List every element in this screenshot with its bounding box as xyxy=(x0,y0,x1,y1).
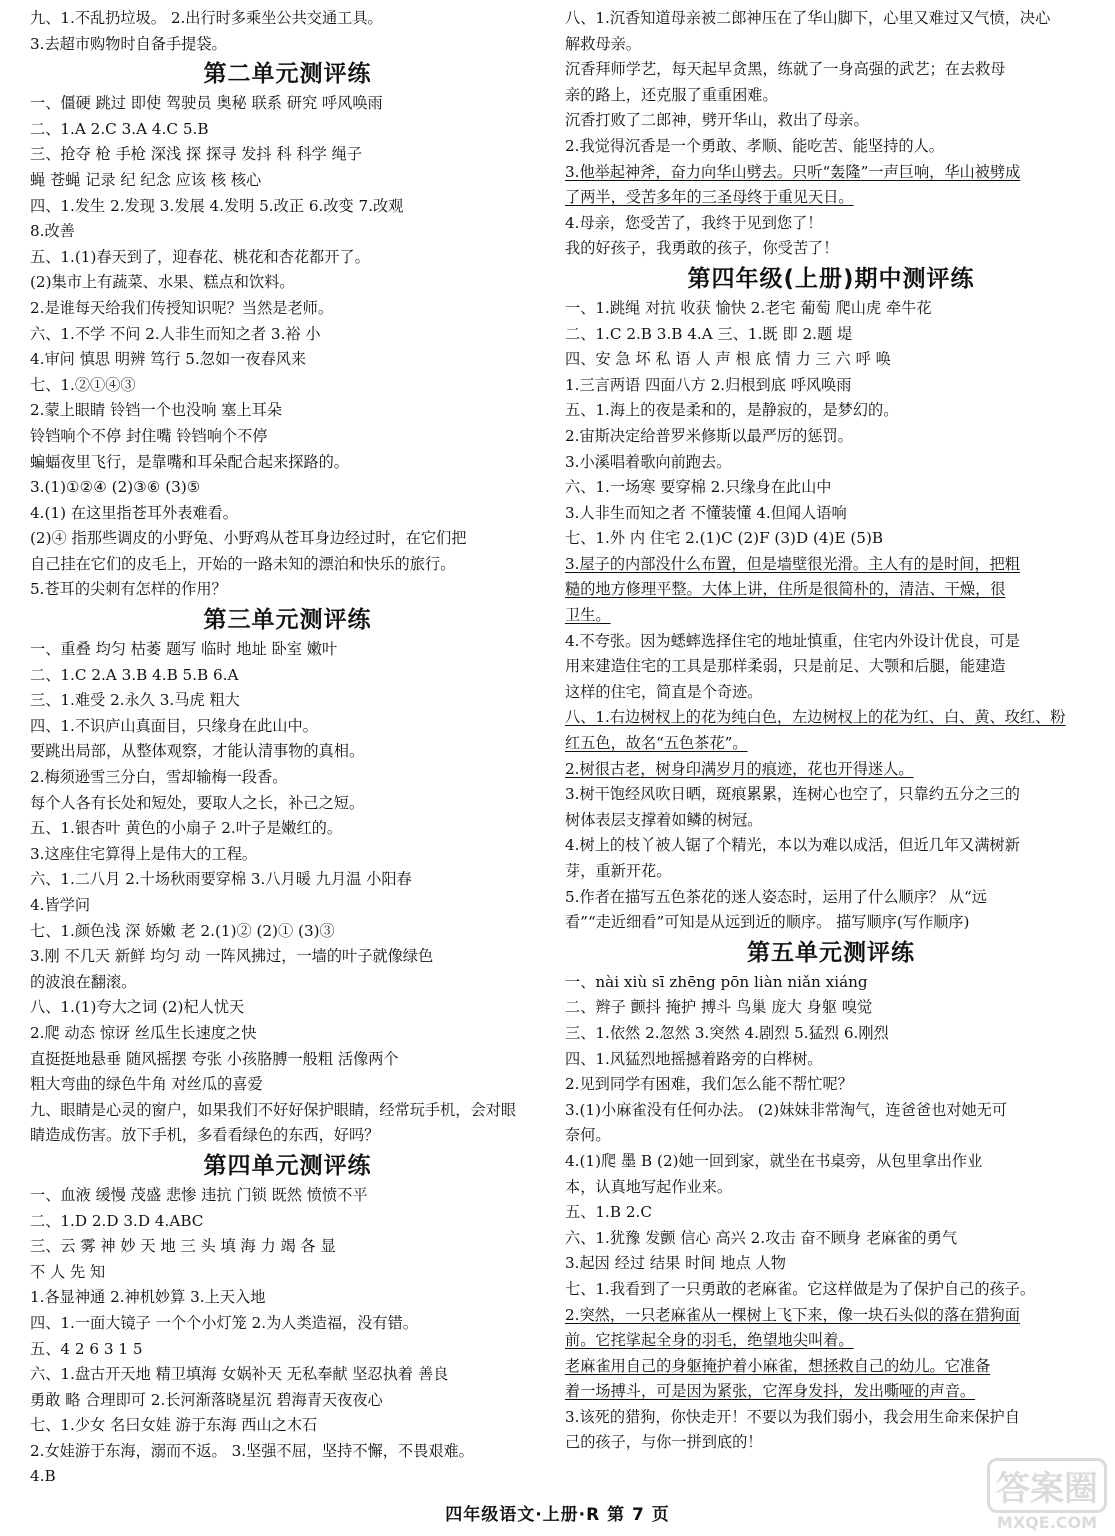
watermark-logo-text: 答案圈 xyxy=(987,1458,1107,1513)
answer-line: 二、1.A 2.C 3.A 4.C 5.B xyxy=(30,119,209,138)
answer-line: 3.他举起神斧，奋力向华山劈去。只听“轰隆”一声巨响，华山被劈成 xyxy=(565,162,1021,181)
answer-line: 一、重叠 均匀 枯萎 题写 临时 地址 卧室 嫩叶 xyxy=(30,640,338,659)
watermark-site-text: MXQE.COM xyxy=(996,1513,1098,1532)
answer-line: 3.(1)小麻雀没有任何办法。 (2)妹妹非常淘气，连爸爸也对她无可 xyxy=(565,1100,1008,1119)
answer-line: 3.小溪唱着歌向前跑去。 xyxy=(565,452,732,471)
answer-line: 3.刚 不几天 新鲜 均匀 动 一阵风拂过，一墙的叶子就像绿色 xyxy=(30,947,434,966)
answer-line: 这样的住宅，简直是个奇迹。 xyxy=(565,682,763,701)
answer-line: 七、1.颜色浅 深 娇嫩 老 2.(1)② (2)① (3)③ xyxy=(30,921,335,940)
section-heading: 第三单元测评练 xyxy=(203,607,372,634)
answer-line: 5.作者在描写五色茶花的迷人姿态时，运用了什么顺序？ 从“远 xyxy=(565,887,987,906)
page-footer: 四年级语文·上册·R 第 7 页 xyxy=(445,1505,670,1525)
answer-line: 自己挂在它们的皮毛上，开始的一路未知的漂泊和快乐的旅行。 xyxy=(30,554,456,573)
answer-line: 沉香打败了二郎神，劈开华山，救出了母亲。 xyxy=(565,111,869,130)
answer-line: 芽，重新开花。 xyxy=(565,862,672,880)
answer-line: 3.树干饱经风吹日晒，斑痕累累，连树心也空了，只靠约五分之三的 xyxy=(565,785,1020,804)
answer-line: 用来建造住宅的工具是那样柔弱，只是前足、大颚和后腿，能建造 xyxy=(565,657,1006,676)
answer-line: 每个人各有长处和短处，要取人之长，补己之短。 xyxy=(30,793,365,812)
answer-line: 1.各显神通 2.神机妙算 3.上天入地 xyxy=(30,1288,266,1307)
answer-line: 四、安 急 坏 私 语 人 声 根 底 情 力 三 六 呼 唤 xyxy=(565,350,891,369)
answer-line: 六、1.盘古开天地 精卫填海 女娲补天 无私奉献 坚忍执着 善良 xyxy=(30,1365,449,1384)
answer-line: 4.树上的枝丫被人锯了个精光，本以为难以成活，但近几年又满树新 xyxy=(565,836,1020,855)
answer-line: 三、云 雾 神 妙 天 地 三 头 填 海 力 竭 各 显 xyxy=(30,1237,336,1256)
answer-line: 我的好孩子，我勇敢的孩子，你受苦了！ xyxy=(565,239,839,258)
answer-line: 3.屋子的内部没什么布置，但是墙壁很光滑。主人有的是时间，把粗 xyxy=(565,554,1020,573)
section-heading: 第四单元测评练 xyxy=(203,1152,372,1179)
answer-line: 4.(1)爬 墨 B (2)她一回到家，就坐在书桌旁，从包里拿出作业 xyxy=(565,1151,983,1170)
answer-line: 三、1.难受 2.永久 3.马虎 粗大 xyxy=(30,691,240,710)
answer-line: 蝙蝠夜里飞行，是靠嘴和耳朵配合起来探路的。 xyxy=(30,452,349,471)
section-heading: 第二单元测评练 xyxy=(203,61,372,88)
answer-line: 七、1.我看到了一只勇敢的老麻雀。它这样做是为了保护自己的孩子。 xyxy=(565,1279,1036,1298)
answer-line: 一、僵硬 跳过 即使 驾驶员 奥秘 联系 研究 呼风唤雨 xyxy=(30,94,383,113)
answer-line: 前。它挓挲起全身的羽毛，绝望地尖叫着。 xyxy=(565,1331,854,1350)
answer-line: 8.改善 xyxy=(30,222,75,241)
answer-line: 奈何。 xyxy=(565,1126,611,1145)
answer-line: 五、1.海上的夜是柔和的，是静寂的，是梦幻的。 xyxy=(565,401,899,420)
answer-line: 着一场搏斗，可是因为紧张，它浑身发抖，发出嘶哑的声音。 xyxy=(565,1382,976,1401)
answer-line: 亲的路上，还克服了重重困难。 xyxy=(565,85,778,104)
answer-line: 七、1.②①④③ xyxy=(30,375,136,394)
watermark-logo xyxy=(987,1458,1107,1532)
answer-line: 六、1.一场寒 要穿棉 2.只缘身在此山中 xyxy=(565,478,832,497)
section-heading: 第五单元测评练 xyxy=(747,939,915,966)
answer-line: 1.三言两语 四面八方 2.归根到底 呼风唤雨 xyxy=(565,375,852,394)
answer-line: 3.(1)①②④ (2)③⑥ (3)⑤ xyxy=(30,478,201,497)
answer-line: 了两半，受苦多年的三圣母终于重见天日。 xyxy=(565,188,854,207)
answer-line: 4.审问 慎思 明辨 笃行 5.忽如一夜春风来 xyxy=(30,350,307,369)
answer-line: 4.皆学问 xyxy=(30,896,91,914)
answer-line: 二、1.C 2.A 3.B 4.B 5.B 6.A xyxy=(30,665,239,684)
answer-line: 2.爬 动态 惊讶 丝瓜生长速度之快 xyxy=(30,1023,257,1042)
right-column xyxy=(565,6,1097,1456)
answer-line: 2.梅须逊雪三分白，雪却输梅一段香。 xyxy=(30,768,288,787)
answer-line: 卫生。 xyxy=(565,606,611,625)
answer-line: 二、1.D 2.D 3.D 4.ABC xyxy=(30,1211,204,1230)
answer-line: 4.母亲，您受苦了，我终于见到您了！ xyxy=(565,213,823,232)
answer-line: 二、辫子 颤抖 掩护 搏斗 鸟巢 庞大 身躯 嗅觉 xyxy=(565,998,873,1017)
answer-line: 七、1.少女 名曰女娃 游于东海 西山之木石 xyxy=(30,1416,318,1435)
answer-line: 4.不夸张。因为蟋蟀选择住宅的地址慎重，住宅内外设计优良，可是 xyxy=(565,631,1020,650)
answer-line: 本，认真地写起作业来。 xyxy=(565,1177,733,1196)
answer-line: 要跳出局部，从整体观察，才能认清事物的真相。 xyxy=(30,742,365,761)
answer-line: 3.起因 经过 结果 时间 地点 人物 xyxy=(565,1254,786,1273)
left-column xyxy=(30,6,545,1490)
answer-line: 睛造成伤害。放下手机，多看看绿色的东西，好吗？ xyxy=(30,1126,380,1145)
answer-line: (2)④ 指那些调皮的小野兔、小野鸡从苍耳身边经过时，在它们把 xyxy=(30,529,467,548)
answer-line: 一、nài xiù sī zhēng pōn liàn niǎn xiáng xyxy=(565,972,868,991)
answer-line: 3.这座住宅算得上是伟大的工程。 xyxy=(30,844,258,863)
answer-line: 六、1.犹豫 发颤 信心 高兴 2.攻击 奋不顾身 老麻雀的勇气 xyxy=(565,1228,958,1247)
answer-line: 的波浪在翻滚。 xyxy=(30,972,137,991)
answer-line: 2.树很古老，树身印满岁月的痕迹，花也开得迷人。 xyxy=(565,759,914,778)
answer-line: 四、1.发生 2.发现 3.发展 4.发明 5.改正 6.改变 7.改观 xyxy=(30,196,404,215)
answer-line: 九、眼睛是心灵的窗户，如果我们不好好保护眼睛，经常玩手机，会对眼 xyxy=(30,1100,516,1119)
answer-line: 三、1.依然 2.忽然 3.突然 4.剧烈 5.猛烈 6.刚烈 xyxy=(565,1023,889,1042)
answer-line: 一、1.跳绳 对抗 收获 愉快 2.老宅 葡萄 爬山虎 牵牛花 xyxy=(565,298,932,317)
answer-line: 2.见到同学有困难，我们怎么能不帮忙呢？ xyxy=(565,1075,853,1094)
answer-line: 一、血液 缓慢 茂盛 悲惨 违抗 门锁 既然 愤愤不平 xyxy=(30,1185,368,1204)
answer-line: 七、1.外 内 住宅 2.(1)C (2)F (3)D (4)E (5)B xyxy=(565,529,884,548)
answer-line: 粗大弯曲的绿色牛角 对丝瓜的喜爱 xyxy=(30,1075,263,1094)
answer-line: 2.宙斯决定给普罗米修斯以最严厉的惩罚。 xyxy=(565,426,853,445)
answer-line: 五、1.(1)春天到了，迎春花、桃花和杏花都开了。 xyxy=(30,247,370,266)
answer-line: 直挺挺地悬垂 随风摇摆 夸张 小孩胳膊一般粗 活像两个 xyxy=(30,1049,399,1068)
answer-line: 看”“走近细看”可知是从远到近的顺序。 描写顺序(写作顺序) xyxy=(565,913,970,932)
answer-line: 四、1.不识庐山真面目，只缘身在此山中。 xyxy=(30,716,318,735)
answer-line: 树体表层支撑着如鳞的树冠。 xyxy=(565,810,763,829)
answer-line: 糙的地方修理平整。大体上讲，住所是很简朴的，清洁、干燥，很 xyxy=(565,580,1006,599)
answer-line: 2.我觉得沉香是一个勇敢、孝顺、能吃苦、能坚持的人。 xyxy=(565,136,944,155)
answer-line: 红五色，故名“五色茶花”。 xyxy=(565,734,748,753)
answer-line: 2.突然，一只老麻雀从一棵树上飞下来，像一块石头似的落在猎狗面 xyxy=(565,1305,1020,1324)
answer-line: 2.是谁每天给我们传授知识呢？当然是老师。 xyxy=(30,298,334,317)
answer-line: 铃铛响个不停 封住嘴 铃铛响个不停 xyxy=(30,426,268,445)
answer-line: (2)集市上有蔬菜、水果、糕点和饮料。 xyxy=(30,273,295,292)
answer-line: 五、1.B 2.C xyxy=(565,1203,652,1222)
answer-line: 2.蒙上眼睛 铃铛一个也没响 塞上耳朵 xyxy=(30,401,282,420)
answer-line: 2.女娃游于东海，溺而不返。 3.坚强不屈，坚持不懈，不畏艰难。 xyxy=(30,1441,474,1460)
answer-line: 八、1.右边树杈上的花为纯白色，左边树杈上的花为红、白、黄、玫红、粉 xyxy=(565,708,1066,727)
answer-line: 蝇 苍蝇 记录 纪 纪念 应该 核 核心 xyxy=(30,170,262,189)
answer-line: 四、1.风猛烈地摇撼着路旁的白桦树。 xyxy=(565,1049,823,1068)
answer-line: 沉香拜师学艺，每天起早贪黑，练就了一身高强的武艺；在去救母 xyxy=(565,60,1006,79)
answer-line: 3.该死的猎狗，你快走开！不要以为我们弱小，我会用生命来保护自 xyxy=(565,1407,1020,1426)
answer-line: 二、1.C 2.B 3.B 4.A 三、1.既 即 2.题 堤 xyxy=(565,324,853,343)
section-heading: 第四年级(上册)期中测评练 xyxy=(687,265,975,292)
answer-line: 老麻雀用自己的身躯掩护着小麻雀，想拯救自己的幼儿。它准备 xyxy=(565,1356,991,1375)
answer-line: 五、4 2 6 3 1 5 xyxy=(30,1339,143,1358)
answer-line: 六、1.二八月 2.十场秋雨要穿棉 3.八月暖 九月温 小阳春 xyxy=(30,870,412,889)
answer-line: 四、1.一面大镜子 一个个小灯笼 2.为人类造福，没有错。 xyxy=(30,1313,418,1332)
answer-line: 3.去超市购物时自备手提袋。 xyxy=(30,34,227,53)
answer-line: 4.B xyxy=(30,1467,56,1486)
answer-line: 3.人非生而知之者 不懂装懂 4.但闻人语响 xyxy=(565,503,847,522)
answer-line: 九、1.不乱扔垃圾。 2.出行时多乘坐公共交通工具。 xyxy=(30,9,383,27)
answer-line: 勇敢 略 合理即可 2.长河渐落晓星沉 碧海青天夜夜心 xyxy=(30,1390,383,1409)
answer-line: 六、1.不学 不问 2.人非生而知之者 3.裕 小 xyxy=(30,324,321,343)
answer-line: 解救母亲。 xyxy=(565,34,641,53)
answer-line: 八、1.沉香知道母亲被二郎神压在了华山脚下，心里又难过又气愤，决心 xyxy=(565,9,1051,27)
answer-line: 己的孩子，与你一拼到底的！ xyxy=(565,1433,763,1452)
answer-line: 三、抢夺 枪 手枪 深浅 探 探寻 发抖 科 科学 绳子 xyxy=(30,145,363,164)
answer-line: 不 人 先 知 xyxy=(30,1262,106,1281)
answer-line: 五、1.银杏叶 黄色的小扇子 2.叶子是嫩红的。 xyxy=(30,819,343,838)
answer-line: 5.苍耳的尖刺有怎样的作用？ xyxy=(30,580,227,599)
answer-line: 4.(1) 在这里指苍耳外表难看。 xyxy=(30,503,238,522)
answer-line: 八、1.(1)夸大之词 (2)杞人忧天 xyxy=(30,998,245,1017)
